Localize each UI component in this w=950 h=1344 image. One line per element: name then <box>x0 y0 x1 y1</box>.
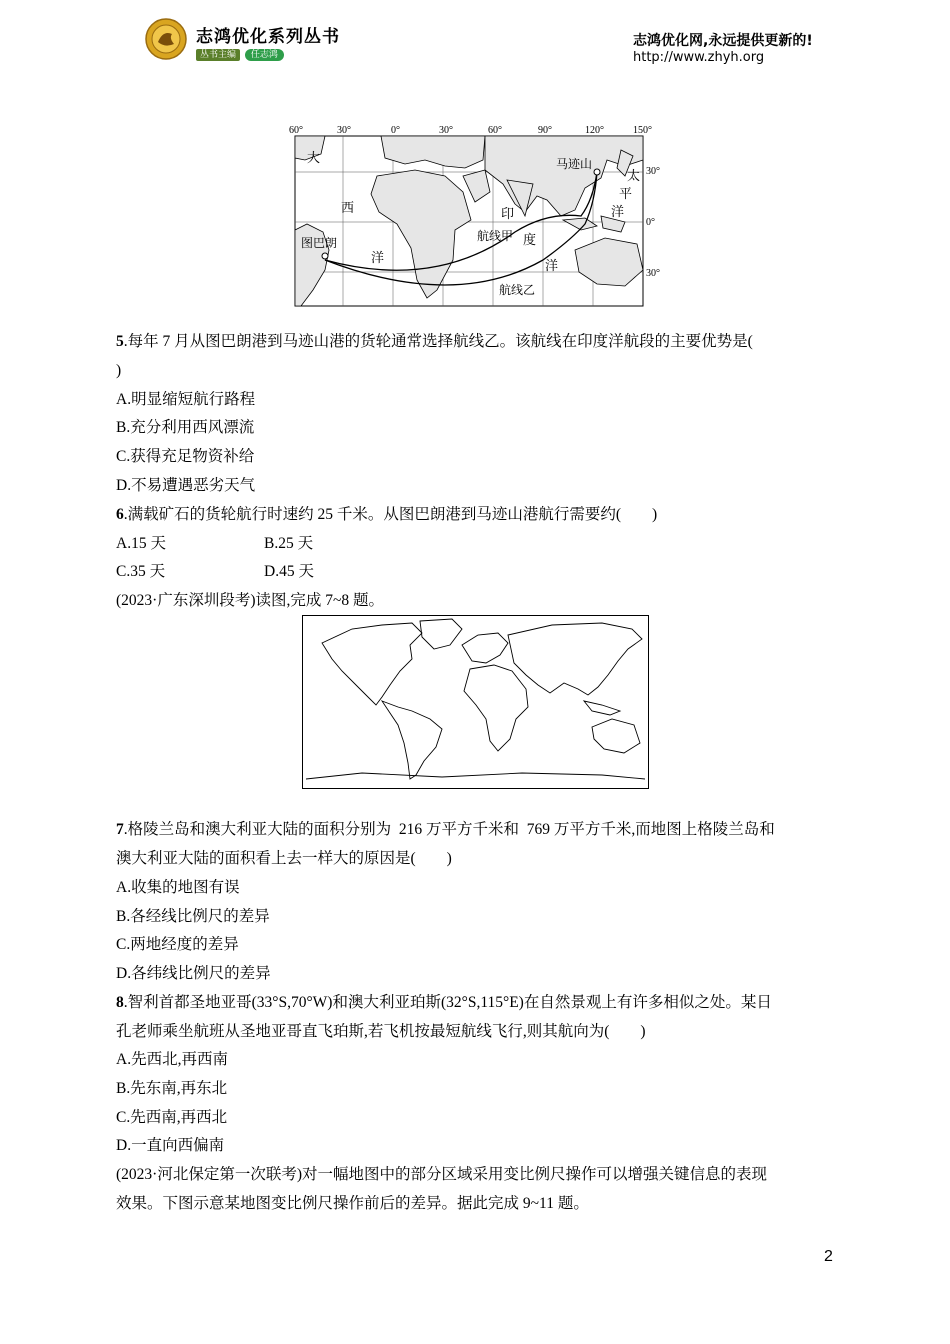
indian-label: 印 <box>501 206 515 221</box>
atlantic-label: 大 <box>307 150 321 165</box>
intro-9-11: (2023·河北保定第一次联考)对一幅地图中的部分区域采用变比例尺操作可以增强关键信息的表现 <box>116 1166 767 1183</box>
site-slogan: 志鸿优化网,永远提供更新的! <box>633 33 813 49</box>
lon-label: 0° <box>391 125 400 136</box>
question-text-cont: 孔老师乘坐航班从圣地亚哥直飞珀斯,若飞机按最短航线飞行,则其航向为( ) <box>116 1023 646 1040</box>
logo-seal <box>145 18 187 60</box>
pacific-label: 平 <box>619 186 633 201</box>
question-text: .满载矿石的货轮航行时速约 25 千米。从图巴朗港到马迹山港航行需要约( ) <box>123 506 658 523</box>
port-majishan-marker <box>594 169 600 175</box>
question-number: 7 <box>116 821 124 838</box>
port-majishan-label: 马迹山 <box>556 157 593 171</box>
lon-label: 120° <box>585 125 604 136</box>
option-a: A.先西北,再西南 <box>116 1051 228 1068</box>
page-number: 2 <box>824 1248 833 1265</box>
question-text: .每年 7 月从图巴朗港到马迹山港的货轮通常选择航线乙。该航线在印度洋航段的主要优势是( <box>123 333 753 350</box>
intro-7-8: (2023·广东深圳段考)读图,完成 7~8 题。 <box>116 592 384 609</box>
lon-label: 150° <box>633 125 652 136</box>
lon-label: 30° <box>337 125 351 136</box>
option-d: D.不易遭遇恶劣天气 <box>116 477 256 494</box>
question-text: .格陵兰岛和澳大利亚大陆的面积分别为 216 万平方千米和 769 万平方千米,而地图上格陵兰岛和 <box>123 821 775 838</box>
pacific-label: 洋 <box>611 204 625 219</box>
question-7 <box>116 820 775 840</box>
intro-9-11-cont: 效果。下图示意某地图变比例尺操作前后的差异。据此完成 9~11 题。 <box>116 1195 589 1212</box>
option-d: D.各纬线比例尺的差异 <box>116 965 271 982</box>
option-a: A.15 天 <box>116 535 166 552</box>
editor-tag: 丛书主编 <box>196 49 240 61</box>
option-c: C.先西南,再西北 <box>116 1109 228 1126</box>
route-a-label: 航线甲 <box>477 229 514 243</box>
lon-label: 90° <box>538 125 552 136</box>
question-text: .智利首都圣地亚哥(33°S,70°W)和澳大利亚珀斯(32°S,115°E)在自然景观上有许多相似之处。某日 <box>123 994 772 1011</box>
lat-label: 0° <box>646 217 655 228</box>
question-5 <box>116 332 753 352</box>
atlantic-label: 西 <box>341 200 355 215</box>
port-tubarao-label: 图巴朗 <box>301 236 338 250</box>
question-text-cont: ) <box>116 362 122 379</box>
question-number: 8 <box>116 994 124 1011</box>
port-tubarao-marker <box>322 253 328 259</box>
series-editor <box>196 47 284 60</box>
option-a: A.收集的地图有误 <box>116 879 240 896</box>
option-b: B.各经线比例尺的差异 <box>116 908 270 925</box>
option-d: D.45 天 <box>264 563 314 580</box>
option-b: B.25 天 <box>264 535 314 552</box>
question-text-cont: 澳大利亚大陆的面积看上去一样大的原因是( ) <box>116 850 452 867</box>
option-b: B.充分利用西风漂流 <box>116 419 255 436</box>
route-map-figure <box>285 120 660 310</box>
atlantic-label: 洋 <box>371 250 385 265</box>
lon-label: 60° <box>488 125 502 136</box>
option-d: D.一直向西偏南 <box>116 1137 225 1154</box>
question-8 <box>116 993 772 1013</box>
option-c: C.两地经度的差异 <box>116 936 239 953</box>
editor-name: 任志鸿 <box>245 49 284 61</box>
option-a: A.明显缩短航行路程 <box>116 391 256 408</box>
world-map-figure <box>302 615 649 789</box>
option-c: C.获得充足物资补给 <box>116 448 255 465</box>
lon-label: 60° <box>289 125 303 136</box>
lat-label: 30° <box>646 268 660 279</box>
map-frame <box>303 616 649 789</box>
lat-label: 30° <box>646 166 660 177</box>
lon-label: 30° <box>439 125 453 136</box>
question-6 <box>116 505 657 525</box>
route-b-label: 航线乙 <box>499 283 536 297</box>
option-c: C.35 天 <box>116 563 166 580</box>
series-title: 志鸿优化系列丛书 <box>196 27 340 47</box>
pacific-label: 太 <box>627 168 641 183</box>
indian-label: 度 <box>523 232 537 247</box>
option-b: B.先东南,再东北 <box>116 1080 228 1097</box>
site-url[interactable]: http://www.zhyh.org <box>633 50 765 65</box>
question-number: 6 <box>116 506 124 523</box>
question-number: 5 <box>116 333 124 350</box>
indian-label: 洋 <box>545 258 559 273</box>
